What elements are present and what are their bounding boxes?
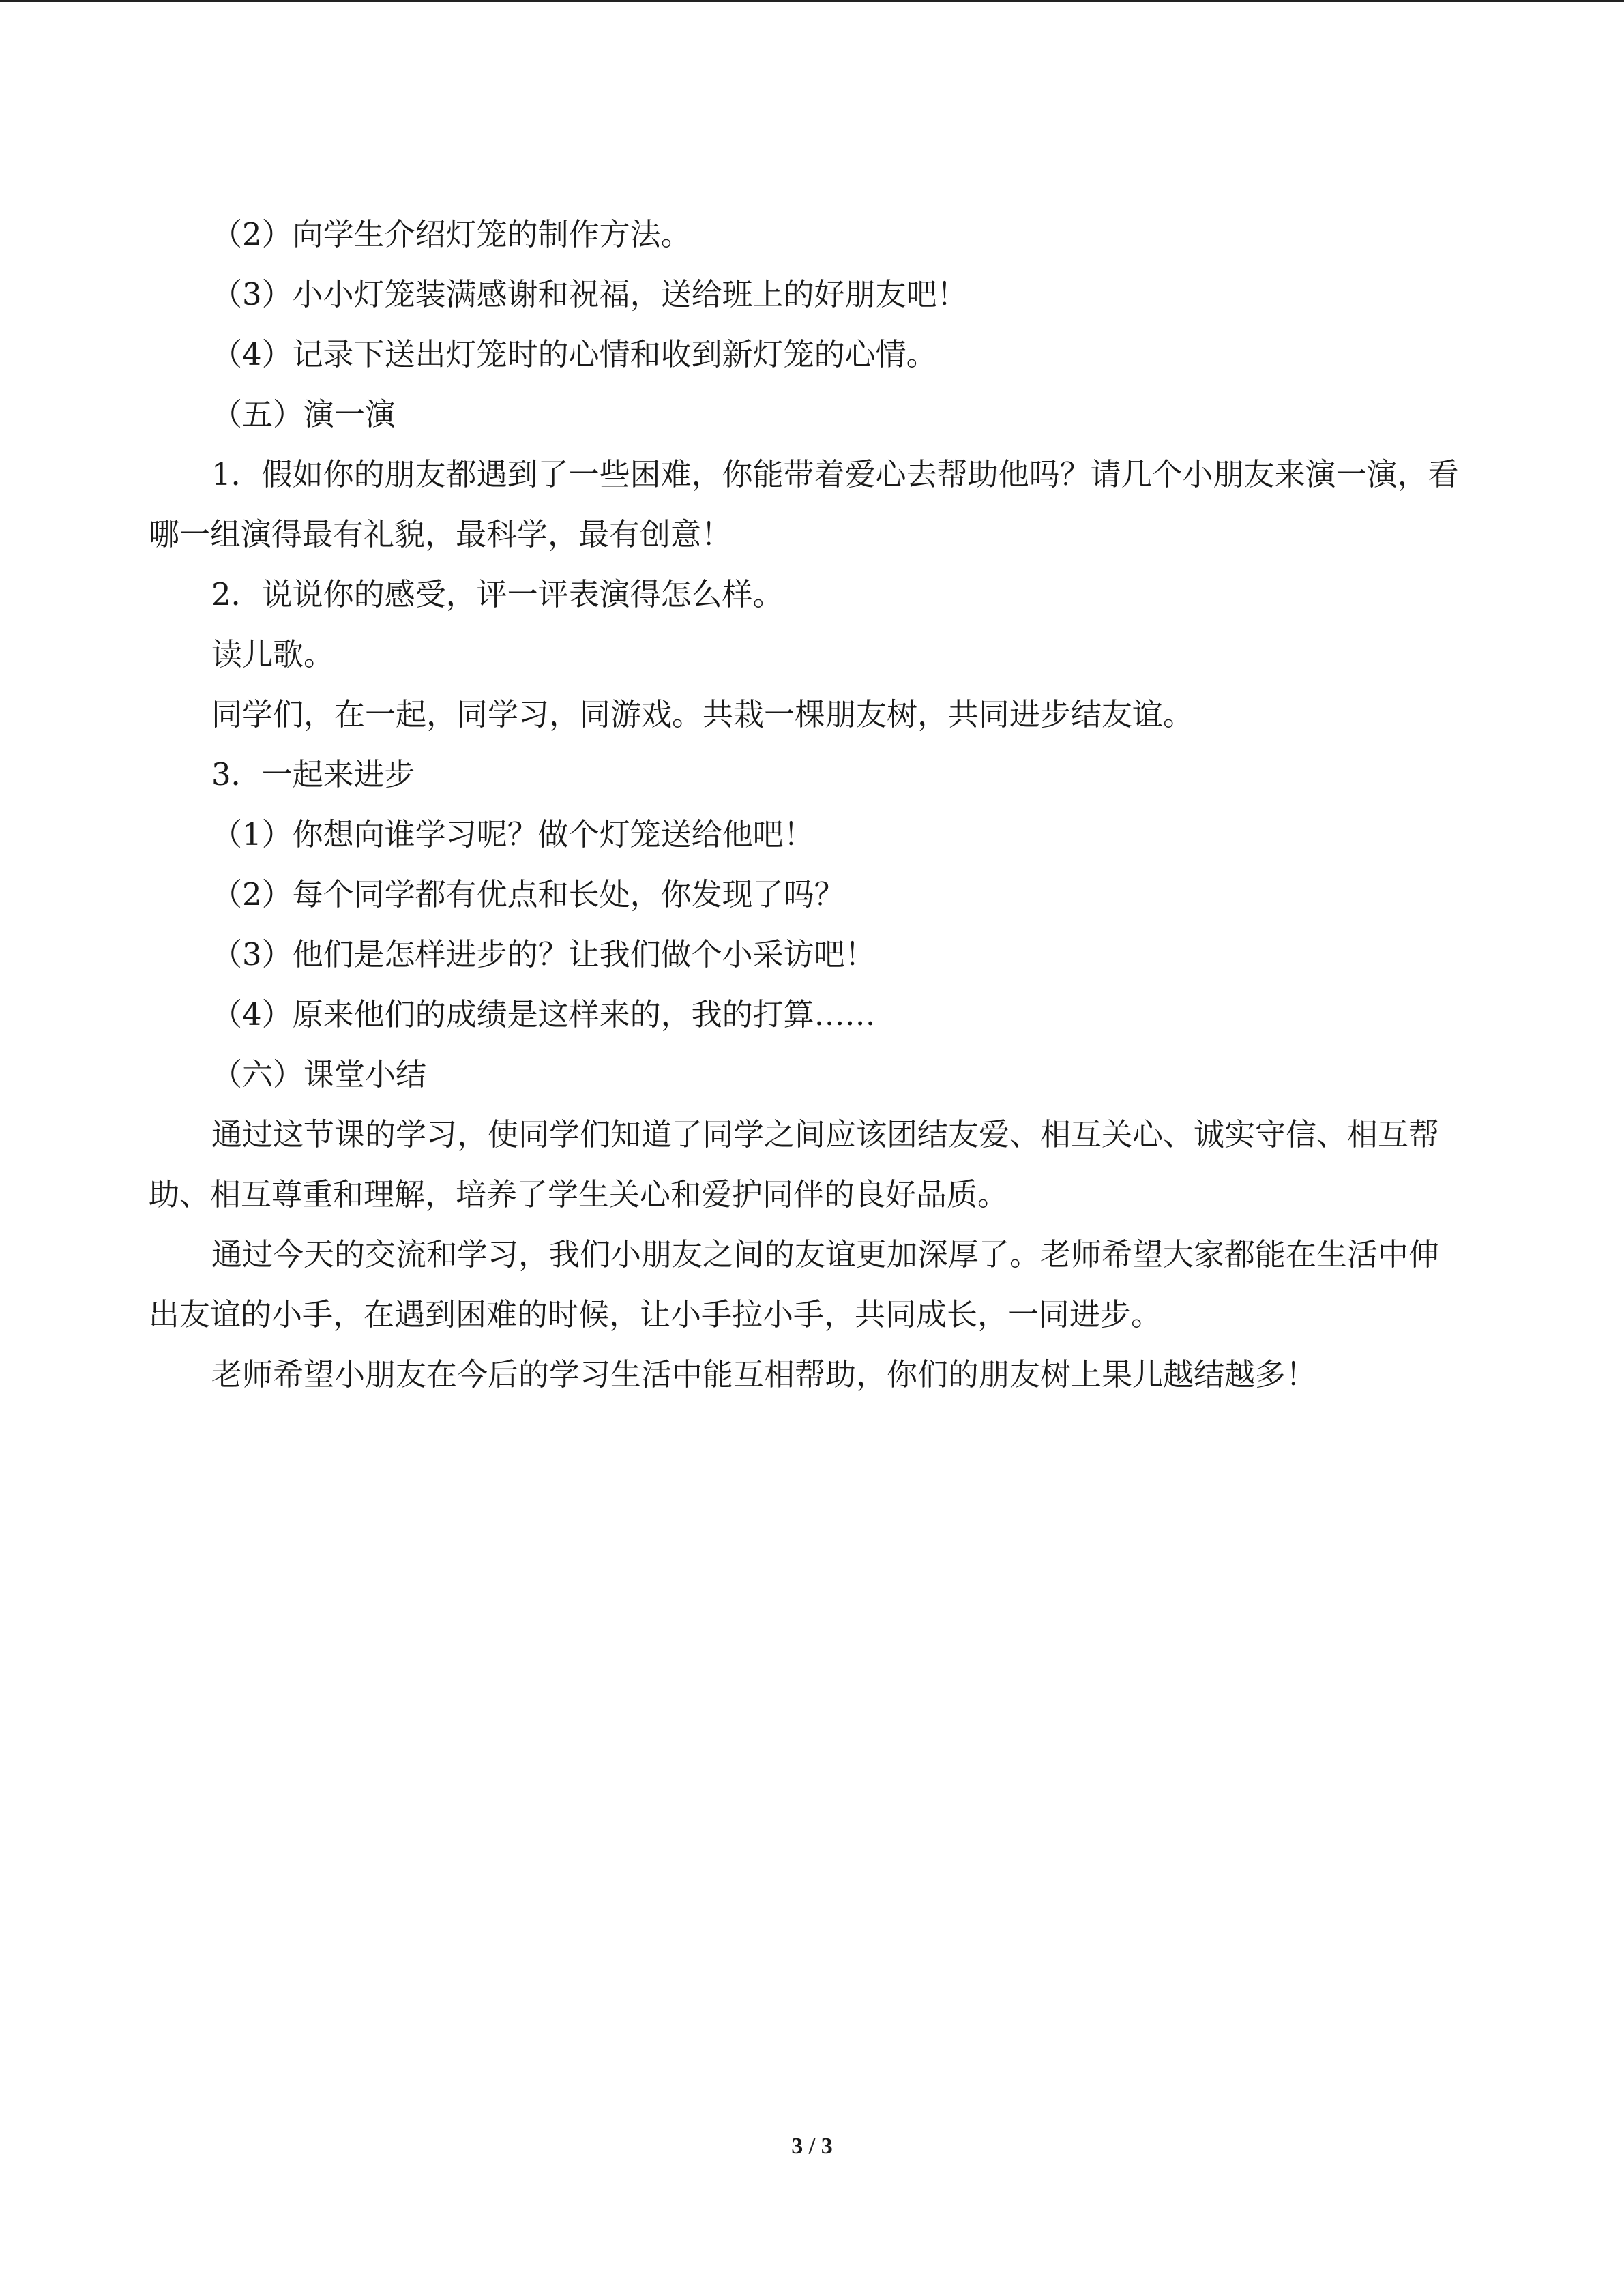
paragraph-step-2: （2）向学生介绍灯笼的制作方法。 bbox=[211, 216, 692, 252]
paragraph-step-4: （4）记录下送出灯笼时的心情和收到新灯笼的心情。 bbox=[211, 336, 937, 372]
top-border-line bbox=[0, 0, 1624, 2]
paragraph-progress-2: （2）每个同学都有优点和长处，你发现了吗？ bbox=[211, 876, 845, 912]
paragraph-progress-1: （1）你想向谁学习呢？做个灯笼送给他吧！ bbox=[211, 816, 814, 852]
page-number: 3 / 3 bbox=[791, 2134, 833, 2159]
paragraph-step-3: （3）小小灯笼装满感谢和祝福，送给班上的好朋友吧！ bbox=[211, 276, 968, 312]
paragraph-read-rhyme: 读儿歌。 bbox=[211, 636, 335, 672]
paragraph-progress-heading: 3．一起来进步 bbox=[211, 756, 415, 792]
paragraph-rhyme-text: 同学们，在一起，同学习，同游戏。共栽一棵朋友树，共同进步结友谊。 bbox=[211, 696, 1194, 732]
document-body bbox=[149, 205, 1465, 1405]
section-heading-summary: （六）课堂小结 bbox=[211, 1056, 427, 1092]
paragraph-summary-2: 通过今天的交流和学习，我们小朋友之间的友谊更加深厚了。老师希望大家都能在生活中伸出友谊的小手，在遇到困难的时候，让小手拉小手，共同成长，一同进步。 bbox=[149, 1236, 1440, 1332]
paragraph-act-item-1: 1．假如你的朋友都遇到了一些困难，你能带着爱心去帮助他吗？请几个小朋友来演一演，看哪一组演得最有礼貌，最科学，最有创意！ bbox=[149, 456, 1459, 552]
paragraph-summary-1: 通过这节课的学习，使同学们知道了同学之间应该团结友爱、相互关心、诚实守信、相互帮助、相互尊重和理解，培养了学生关心和爱护同伴的良好品质。 bbox=[149, 1116, 1440, 1212]
paragraph-progress-4: （4）原来他们的成绩是这样来的，我的打算…… bbox=[211, 996, 876, 1032]
paragraph-summary-3: 老师希望小朋友在今后的学习生活中能互相帮助，你们的朋友树上果儿越结越多！ bbox=[211, 1356, 1317, 1392]
section-heading-act: （五）演一演 bbox=[211, 396, 396, 432]
paragraph-act-item-2: 2．说说你的感受，评一评表演得怎么样。 bbox=[211, 576, 784, 612]
paragraph-progress-3: （3）他们是怎样进步的？让我们做个小采访吧！ bbox=[211, 936, 876, 972]
